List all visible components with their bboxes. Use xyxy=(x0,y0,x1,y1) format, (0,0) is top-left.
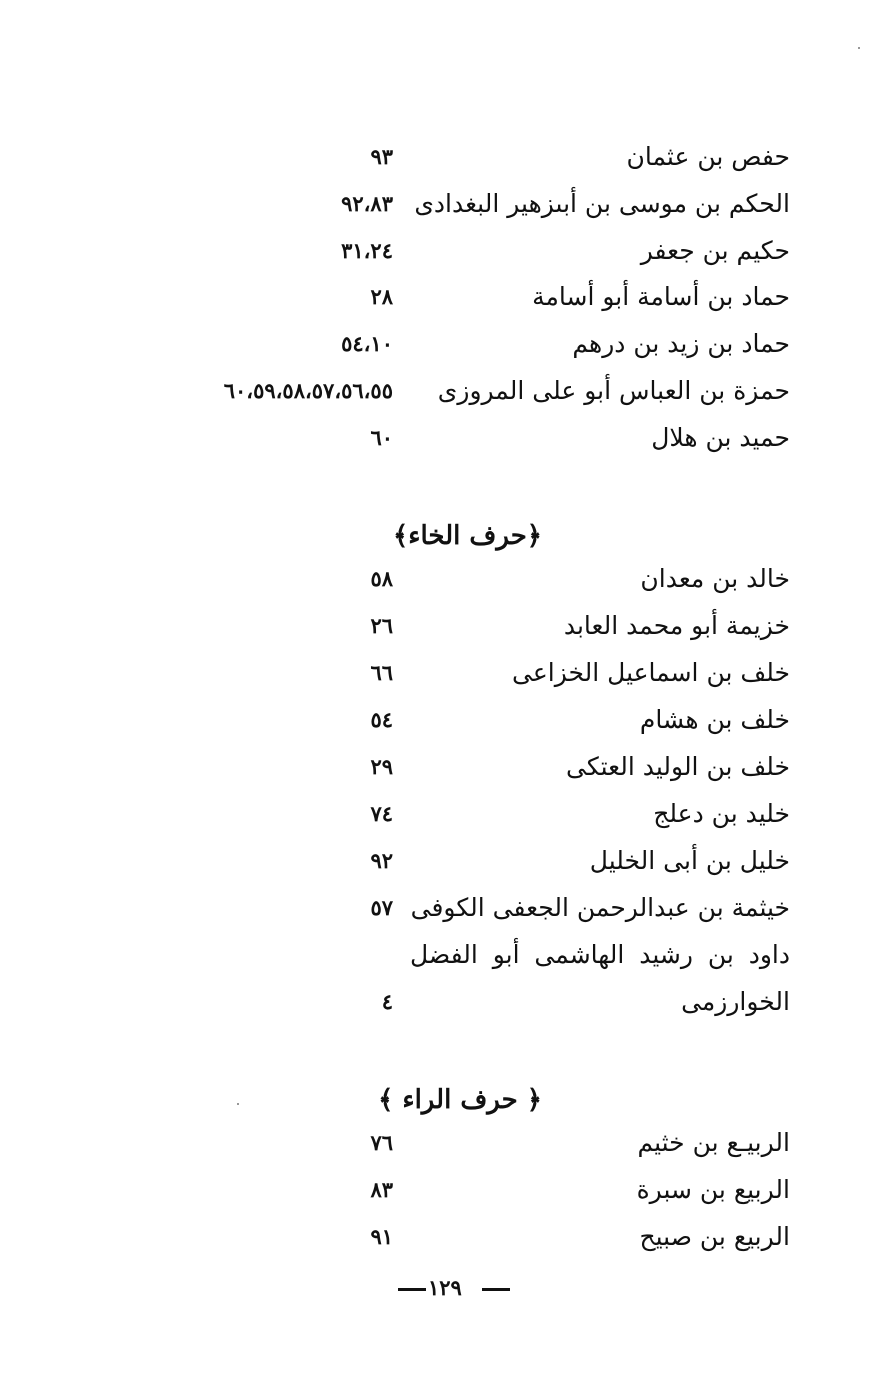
page-number-text: ١٢٩ xyxy=(428,1275,462,1300)
section-heading xyxy=(0,1075,875,1125)
entry-pages: ٧٤ xyxy=(370,801,393,826)
index-entry-wrapped-cont xyxy=(0,979,875,1025)
entry-pages: ٦٠ xyxy=(370,425,393,450)
entry-pages: ٢٩ xyxy=(370,754,393,779)
index-entry xyxy=(0,556,875,602)
index-entry xyxy=(0,697,875,743)
entry-pages: ٥٧ xyxy=(370,895,393,920)
entry-pages: ٥٤،١٠ xyxy=(341,331,393,356)
entry-pages: ٩٣ xyxy=(370,144,393,169)
entry-name: خيثمة بن عبدالرحمن الجعفى الكوفى xyxy=(410,893,790,922)
section-heading xyxy=(0,511,875,561)
entry-name: حكيم بن جعفر xyxy=(640,236,790,265)
folio-dash-left xyxy=(398,1288,426,1291)
entry-name: حميد بن هلال xyxy=(651,423,790,452)
section-heading-text: ﴿ حرف الراء ﴾ xyxy=(378,1085,542,1115)
index-entry xyxy=(0,1214,875,1260)
index-entry xyxy=(0,274,875,320)
folio-dash-right xyxy=(482,1288,510,1291)
index-entry xyxy=(0,321,875,367)
index-entry-wrapped xyxy=(0,932,875,978)
entry-name: الربيـع بن خثيم xyxy=(637,1128,790,1157)
entry-name: حماد بن أسامة أبو أسامة xyxy=(532,282,790,311)
entry-pages: ٤ xyxy=(381,989,393,1014)
entry-name: خليد بن دعلج xyxy=(653,799,790,828)
entry-name-line1: داود بن رشيد الهاشمى أبو الفضل xyxy=(410,940,790,969)
entry-name: خلف بن هشام xyxy=(639,705,790,734)
index-entry xyxy=(0,791,875,837)
index-entry xyxy=(0,228,875,274)
entry-name: الربيع بن صبيح xyxy=(639,1222,790,1251)
entry-name: حمزة بن العباس أبو على المروزى xyxy=(437,376,790,405)
index-entry xyxy=(0,181,875,227)
index-entry xyxy=(0,603,875,649)
entry-name: خلف بن الوليد العتكى xyxy=(565,752,790,781)
scan-speck xyxy=(858,47,860,49)
index-entry xyxy=(0,1167,875,1213)
page-number xyxy=(0,1268,875,1308)
entry-pages: ٦٦ xyxy=(370,660,393,685)
entry-pages: ٩٢ xyxy=(370,848,393,873)
index-entry xyxy=(0,415,875,461)
entry-pages: ٥٤ xyxy=(370,707,393,732)
index-entry xyxy=(0,885,875,931)
index-entry xyxy=(0,650,875,696)
entry-name: خزيمة أبو محمد العابد xyxy=(563,611,790,640)
entry-pages: ٧٦ xyxy=(370,1130,393,1155)
section-heading-text: ﴿حرف الخاء﴾ xyxy=(393,521,542,551)
entry-name-line2: الخوارزمى xyxy=(681,987,790,1016)
entry-pages: ٢٨ xyxy=(370,284,393,309)
entry-name: خليل بن أبى الخليل xyxy=(589,846,790,875)
entry-name: خلف بن اسماعيل الخزاعى xyxy=(512,658,790,687)
scan-speck xyxy=(237,1103,239,1105)
entry-name: حفص بن عثمان xyxy=(626,142,790,171)
entry-pages: ٦٠،٥٩،٥٨،٥٧،٥٦،٥٥ xyxy=(223,378,393,403)
index-entry xyxy=(0,1120,875,1166)
index-entry xyxy=(0,744,875,790)
index-entry xyxy=(0,838,875,884)
entry-pages: ٥٨ xyxy=(370,566,393,591)
index-entry xyxy=(0,134,875,180)
entry-pages: ٩٢،٨٣ xyxy=(341,191,393,216)
entry-name: الحكم بن موسى بن أبىزهير البغدادى xyxy=(414,189,790,218)
entry-pages: ٨٣ xyxy=(370,1177,393,1202)
entry-pages: ٣١،٢٤ xyxy=(341,238,393,263)
entry-name: خالد بن معدان xyxy=(640,564,790,593)
entry-name: حماد بن زيد بن درهم xyxy=(572,329,790,358)
entry-pages: ٢٦ xyxy=(370,613,393,638)
entry-pages: ٩١ xyxy=(370,1224,393,1249)
index-entry xyxy=(0,368,875,414)
entry-name: الربيع بن سبرة xyxy=(636,1175,790,1204)
